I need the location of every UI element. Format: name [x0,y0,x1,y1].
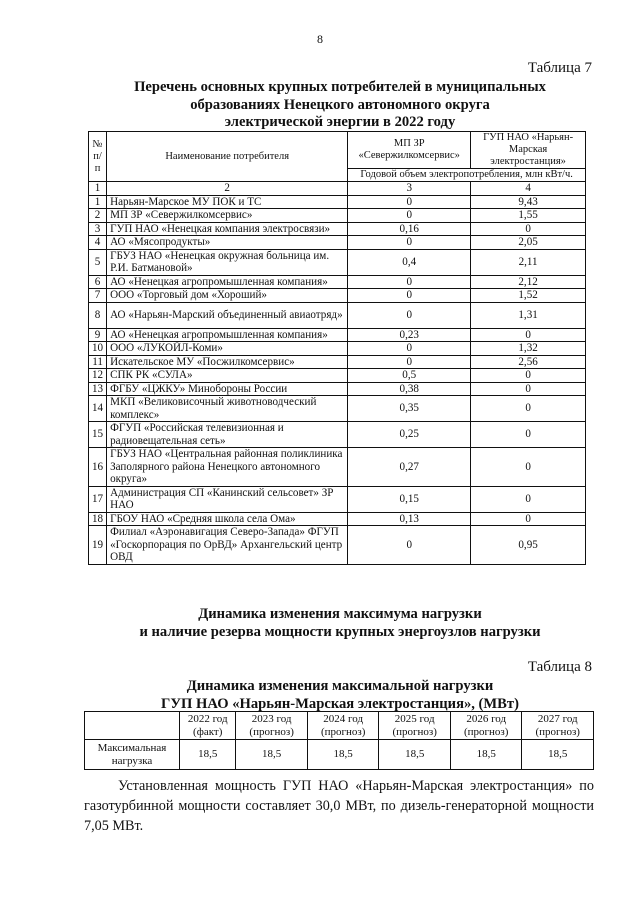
table8-corner [85,712,180,740]
header-col3: МП ЗР «Севержилкомсервис» [348,132,471,169]
value-power-station: 2,05 [471,236,586,250]
load-value: 18,5 [379,740,451,770]
year-header: 2026 год (прогноз) [450,712,522,740]
value-severzhilkom: 0,16 [348,222,471,236]
row-number: 3 [89,222,107,236]
table-row [89,328,586,342]
value-severzhilkom: 0 [348,289,471,303]
row-number: 2 [89,209,107,223]
row-number: 7 [89,289,107,303]
value-severzhilkom: 0 [348,275,471,289]
table7-label: Таблица 7 [527,60,592,76]
consumer-name: ФГУП «Российская телевизионная и радиовещательная сеть» [107,422,348,448]
value-power-station: 1,31 [471,302,586,328]
table-row [89,355,586,369]
value-severzhilkom: 0,35 [348,396,471,422]
table8-title-line: ГУП НАО «Нарьян-Марская электростанция», (МВт) [161,695,519,712]
table7-colnum-row [89,182,586,196]
value-severzhilkom: 0,38 [348,382,471,396]
consumer-name: ГБУЗ НАО «Ненецкая окружная больница им. Р.И. Батмановой» [107,249,348,275]
value-power-station: 0 [471,382,586,396]
consumer-name: АО «Ненецкая агропромышленная компания» [107,328,348,342]
table-row [89,222,586,236]
consumer-name: АО «Нарьян-Марский объединенный авиаотряд» [107,302,348,328]
colnum-3: 3 [348,182,471,196]
load-value: 18,5 [450,740,522,770]
table-row [89,195,586,209]
consumer-name: МП ЗР «Севержилкомсервис» [107,209,348,223]
value-power-station: 0 [471,486,586,512]
row-number: 12 [89,369,107,383]
consumer-name: Филиал «Аэронавигация Северо-Запада» ФГУП «Госкорпорация по ОрВД» Архангельский центр ОВД [107,526,348,565]
value-power-station: 0 [471,369,586,383]
value-severzhilkom: 0 [348,236,471,250]
table-row [89,396,586,422]
row-label: Максимальная нагрузка [85,740,180,770]
colnum-4: 4 [471,182,586,196]
consumer-name: ООО «Торговый дом «Хороший» [107,289,348,303]
colnum-1: 1 [89,182,107,196]
table-row [89,302,586,328]
section-heading-line: Динамика изменения максимума нагрузки [198,606,482,622]
table8-title-line: Динамика изменения максимальной нагрузки [186,678,494,694]
row-number: 4 [89,236,107,250]
row-number: 17 [89,486,107,512]
consumer-name: ГБОУ НАО «Средняя школа села Ома» [107,512,348,526]
table7-title [90,79,590,132]
table7-title-line: электрической энергии в 2022 году [224,114,456,130]
row-number: 13 [89,382,107,396]
consumer-name: ГУП НАО «Ненецкая компания электросвязи» [107,222,348,236]
table-row [89,289,586,303]
value-severzhilkom: 0 [348,302,471,328]
table8-label: Таблица 8 [527,659,592,675]
row-number: 10 [89,342,107,356]
table7-title-line: Перечень основных крупных потребителей в муниципальных [134,79,546,95]
value-power-station: 0 [471,396,586,422]
table-row [89,526,586,565]
colnum-2: 2 [107,182,348,196]
consumer-name: МКП «Великовисочный животноводческий комплекс» [107,396,348,422]
value-severzhilkom: 0,4 [348,249,471,275]
table-row [89,275,586,289]
consumer-name: ФГБУ «ЦЖКУ» Минобороны России [107,382,348,396]
consumer-name: СПК РК «СУЛА» [107,369,348,383]
consumer-name: АО «Мясопродукты» [107,236,348,250]
table8-title [90,678,590,713]
table7-title-line: образованиях Ненецкого автономного округа [190,96,490,113]
value-power-station: 0 [471,512,586,526]
section-heading-line: и наличие резерва мощности крупных энергоузлов нагрузки [139,623,541,640]
load-table [84,711,594,770]
value-power-station: 1,52 [471,289,586,303]
row-number: 15 [89,422,107,448]
value-power-station: 0 [471,422,586,448]
load-value: 18,5 [522,740,594,770]
value-power-station: 0,95 [471,526,586,565]
table-row [89,209,586,223]
table-row [89,369,586,383]
value-power-station: 2,56 [471,355,586,369]
value-power-station: 2,12 [471,275,586,289]
table-row [89,342,586,356]
load-value: 18,5 [236,740,308,770]
value-severzhilkom: 0,25 [348,422,471,448]
section-heading [90,606,590,641]
consumer-name: ГБУЗ НАО «Центральная районная поликлиника Заполярного района Ненецкого автономного округа» [107,448,348,487]
row-number: 14 [89,396,107,422]
value-severzhilkom: 0,23 [348,328,471,342]
value-severzhilkom: 0,13 [348,512,471,526]
value-power-station: 1,55 [471,209,586,223]
table-row [89,486,586,512]
table-row [89,512,586,526]
row-number: 5 [89,249,107,275]
row-number: 19 [89,526,107,565]
page-number: 8 [317,32,323,46]
load-value: 18,5 [180,740,236,770]
header-name: Наименование потребителя [107,132,348,182]
value-severzhilkom: 0 [348,209,471,223]
value-severzhilkom: 0 [348,195,471,209]
consumers-table [88,131,586,565]
capacity-paragraph: Установленная мощность ГУП НАО «Нарьян-Марская электростанция» по газотурбинной мощности составляет 30,0 МВт, по дизель-генераторной мощности 7,05 МВт. [84,778,594,834]
row-number: 16 [89,448,107,487]
value-severzhilkom: 0,27 [348,448,471,487]
row-number: 6 [89,275,107,289]
table-row [89,382,586,396]
value-power-station: 9,43 [471,195,586,209]
table-row [89,448,586,487]
consumer-name: Администрация СП «Канинский сельсовет» ЗР НАО [107,486,348,512]
row-number: 18 [89,512,107,526]
consumer-name: Нарьян-Марское МУ ПОК и ТС [107,195,348,209]
consumer-name: ООО «ЛУКОЙЛ-Коми» [107,342,348,356]
year-header: 2023 год (прогноз) [236,712,308,740]
value-severzhilkom: 0,15 [348,486,471,512]
table8-header-row [85,712,594,740]
header-num: № п/п [89,132,107,182]
year-header: 2027 год (прогноз) [522,712,594,740]
value-power-station: 1,32 [471,342,586,356]
value-power-station: 0 [471,222,586,236]
value-severzhilkom: 0 [348,355,471,369]
table-row [89,236,586,250]
table8-value-row [85,740,594,770]
consumer-name: Искательское МУ «Посжилкомсервис» [107,355,348,369]
value-power-station: 0 [471,328,586,342]
year-header: 2025 год (прогноз) [379,712,451,740]
year-header: 2022 год (факт) [180,712,236,740]
value-severzhilkom: 0 [348,342,471,356]
table7-header-row [89,132,586,169]
header-col4: ГУП НАО «Нарьян-Марская электростанция» [471,132,586,169]
row-number: 8 [89,302,107,328]
load-value: 18,5 [307,740,379,770]
value-severzhilkom: 0 [348,526,471,565]
year-header: 2024 год (прогноз) [307,712,379,740]
table-row [89,249,586,275]
row-number: 11 [89,355,107,369]
row-number: 9 [89,328,107,342]
value-severzhilkom: 0,5 [348,369,471,383]
value-power-station: 0 [471,448,586,487]
header-sub: Годовой объем электропотребления, млн кВт/ч. [348,169,586,182]
consumer-name: АО «Ненецкая агропромышленная компания» [107,275,348,289]
table-row [89,422,586,448]
row-number: 1 [89,195,107,209]
value-power-station: 2,11 [471,249,586,275]
